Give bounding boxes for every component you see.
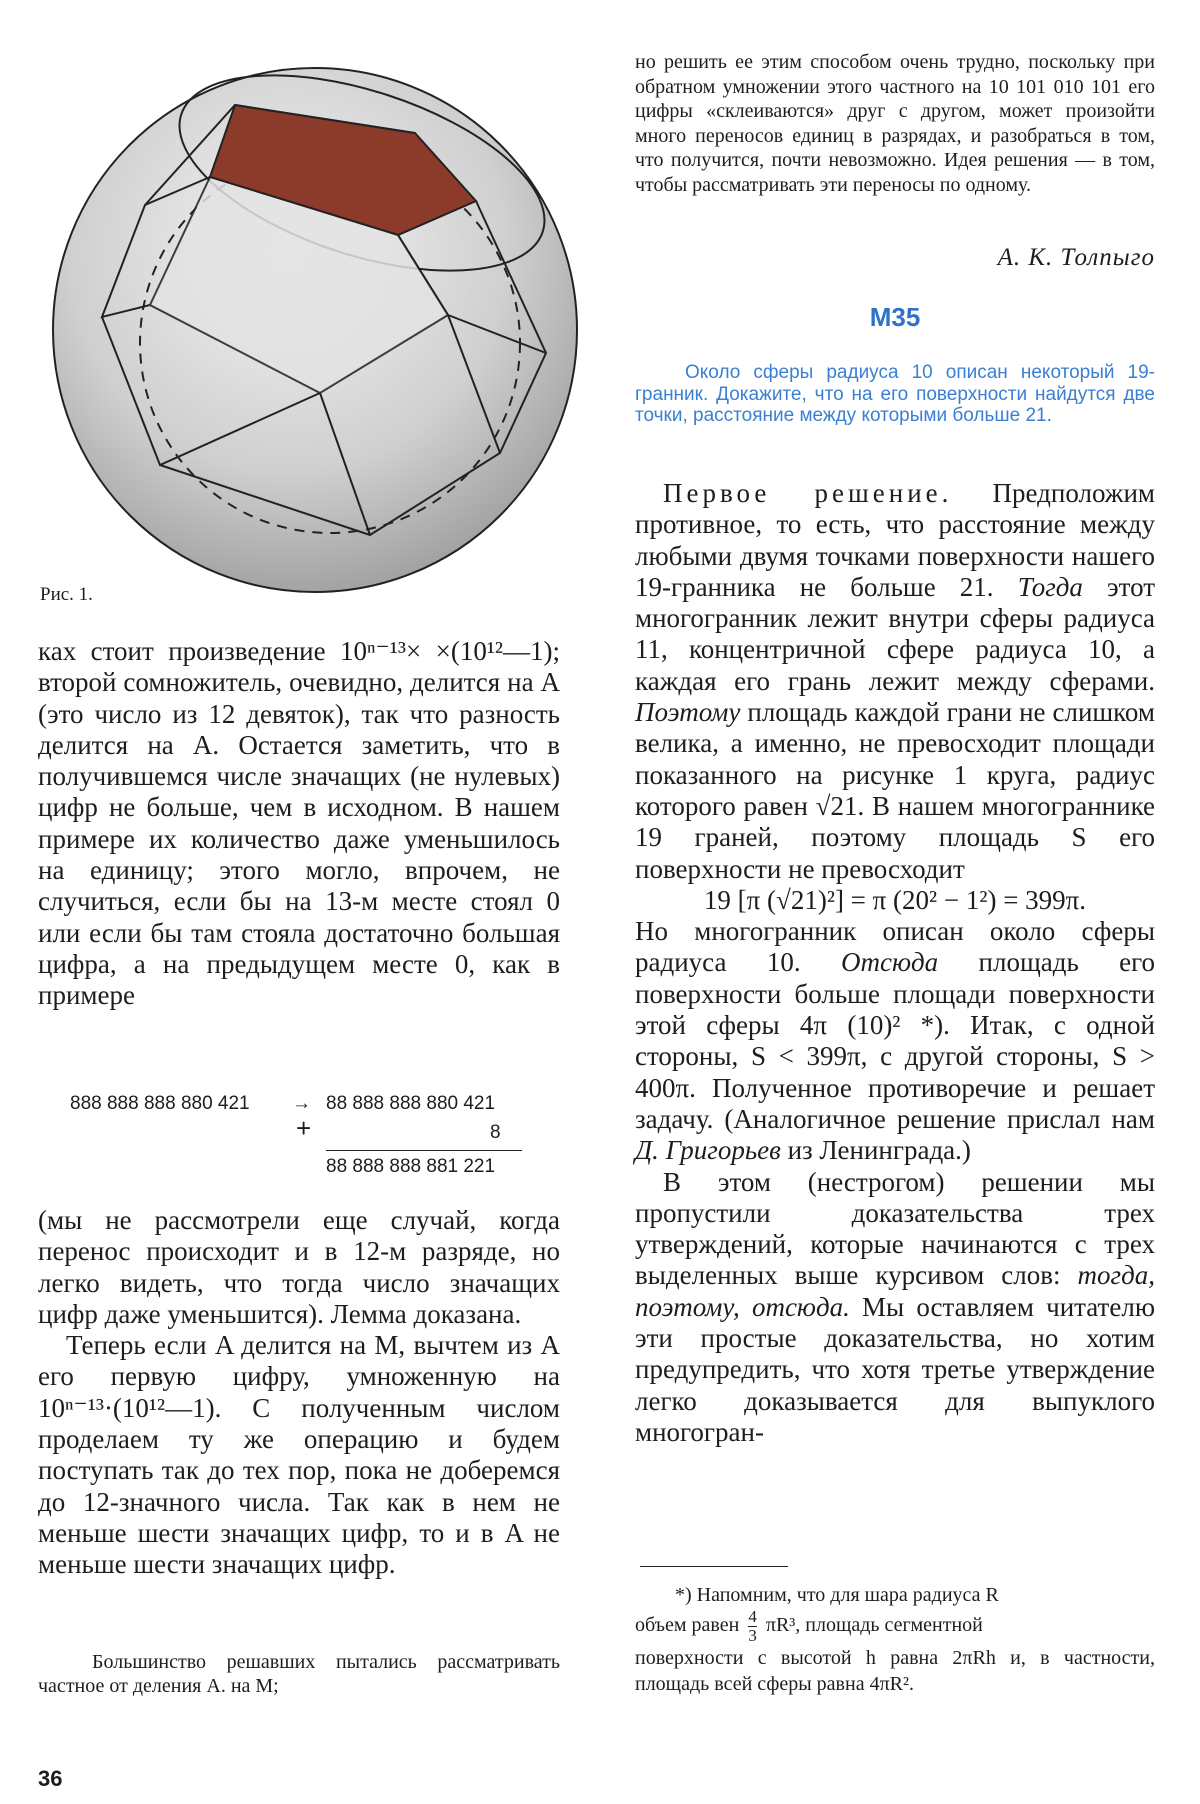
figure-sphere-polyhedron <box>40 55 590 595</box>
fraction-4-3: $\frac{4}{3}$ <box>748 1607 757 1645</box>
left-column-lower <box>38 1205 560 1581</box>
italic-words-list: тогда, поэтому, отсюда. <box>635 1260 1155 1322</box>
footnote-rule <box>640 1566 788 1567</box>
example-add: 8 <box>490 1122 501 1143</box>
figure-caption: Рис. 1. <box>40 584 93 605</box>
formula-399pi: 19 [π (√21)²] = π (20² − 1²) = 399π. <box>703 884 1087 915</box>
page-number: 36 <box>38 1766 63 1791</box>
solution-block <box>635 478 1155 1448</box>
solution-heading: Первое решение. <box>663 478 953 508</box>
footnote <box>635 1582 1155 1697</box>
solution-paragraph-1-cont: Но многогранник описан около сферы радиуса 10. Отсюда площадь его поверхности больше площади поверхности этой сферы 4π (10)² *). Итак, с одной стороны, S < 399π, с другой стороны, S > 400π. Полученное противоречие и решает задачу. (Аналогичное решение прислал нам Д. Григорьев из Ленинграда.) <box>635 916 1156 1166</box>
left-bottom-text: Большинство решавших пытались рассматривать частное от деления A. на M; <box>38 1651 560 1697</box>
left-paragraph-1: ках стоит произведение 10ⁿ⁻¹³× ×(10¹²—1); второй сомножитель, очевидно, делится на A (это число из 12 девяток), так что разность делится на A. Остается заметить, что в получившемся числе значащих (не нулевых) цифр не больше, чем в исходном. В нашем примере их количество даже уменьшилось на единицу; этого могло, впрочем, не случиться, если бы на 13-м месте стоял 0 или если бы там стояла достаточно большая цифра, а на предыдущем месте 0, как в примере <box>38 636 560 1011</box>
right-continuation <box>635 30 1155 217</box>
credit-name: Д. Григорьев <box>635 1135 781 1166</box>
continuation-text: но решить ее этим способом очень трудно, поскольку при обратном умножении этого частного на 10 101 010 101 его цифры «склеиваются» друг с другом, может произойти много переносов единиц в разрядах, и разобраться в том, что получится, почти невозможно. Идея решения — в том, чтобы рассматривать эти переносы по одному. <box>635 51 1155 196</box>
italic-word-1: Тогда <box>1017 571 1083 602</box>
author: А. К. Толпыго <box>997 244 1155 271</box>
italic-word-2: Поэтому <box>635 697 741 728</box>
solution-paragraph-2: В этом (нестрогом) решении мы пропустили доказательства трех утверждений, которые начинаются с трех выделенных выше курсивом слов: тогда, поэтому, отсюда. Мы оставляем читателю эти простые доказательства, но хотим предупредить, что хотя третье утверждение легко доказывается для выпуклого многогран- <box>635 1166 1155 1447</box>
left-paragraph-2: (мы не рассмотрели еще случай, когда перенос происходит и в 12-м разряде, но легко видеть, что тогда число значащих цифр даже уменьшится). Лемма доказана. <box>38 1205 560 1329</box>
polyhedron-illustration <box>40 55 590 595</box>
left-paragraph-3: Теперь если A делится на M, вычтем из A его первую цифру, умноженную на 10ⁿ⁻¹³·(10¹²—1). С полученным числом проделаем ту же операцию и будем поступать так до тех пор, пока не доберемся до 12-значного числа. Так как в нем не меньше шести значащих цифр, то и в A не меньше шести значащих цифр. <box>38 1330 560 1580</box>
example-result: 88 888 888 881 221 <box>326 1156 496 1177</box>
example-from: 888 888 888 880 421 <box>70 1093 250 1114</box>
example-rule <box>326 1150 522 1151</box>
example-plus: + <box>296 1113 312 1143</box>
footnote-line-3: поверхности с высотой h равна 2πRh и, в частности, площадь всей сферы равна 4πR². <box>635 1647 1155 1695</box>
footnote-line-1: *) Напомним, что для шара радиуса R <box>675 1584 999 1606</box>
solution-paragraph-1: Первое решение. Предположим противное, то есть, что расстояние между любыми двумя точками поверхности нашего 19-гранника не больше 21. Тогда этот многогранник лежит внутри сферы радиуса 11, концентричной сфере радиуса 10, а каждая его грань лежит между сферами. Поэтому площадь каждой грани не слишком велика, а именно, не превосходит площади показанного на рисунке 1 круга, радиус которого равен √21. В нашем многограннике 19 граней, поэтому площадь S его поверхности не превосходит <box>635 478 1156 884</box>
left-column <box>38 636 560 1012</box>
italic-word-3: Отсюда <box>840 947 939 978</box>
problem-number: М35 <box>869 302 921 332</box>
example-to: 88 888 888 880 421 <box>326 1093 496 1114</box>
example-arrow: → <box>292 1093 311 1114</box>
footnote-line-2: объем равен $\frac{4}{3}$ πR³, площадь сегментной <box>635 1607 983 1645</box>
problem-statement: Около сферы радиуса 10 описан некоторый 19-гранник. Докажите, что на его поверхности найдутся две точки, расстояние между которыми больше 21. <box>635 362 1155 426</box>
